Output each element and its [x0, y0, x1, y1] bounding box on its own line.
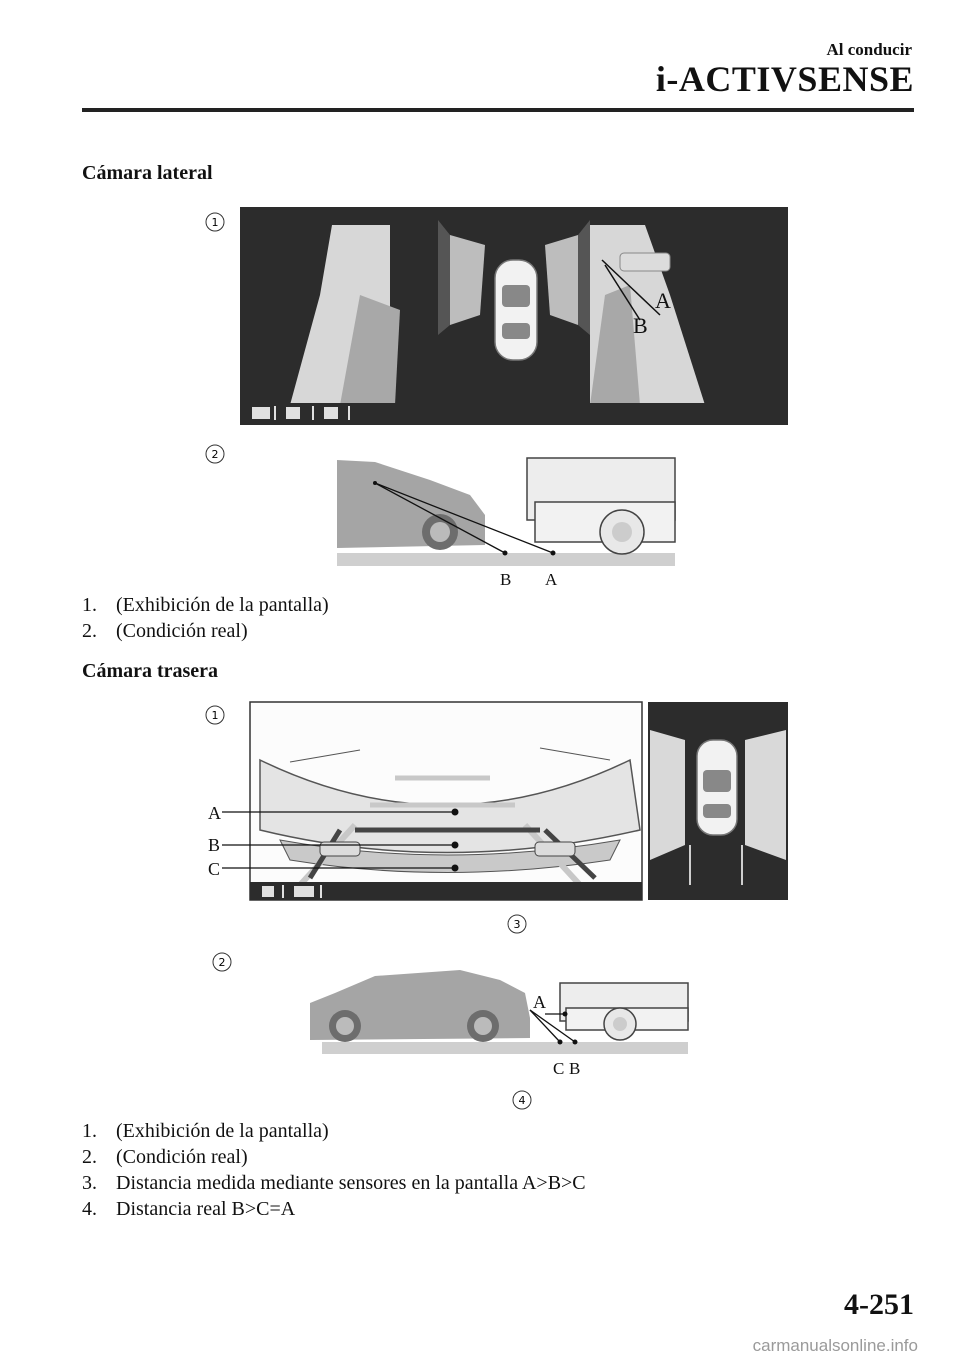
marker-2-icon [213, 953, 231, 971]
rear-camera-heading: Cámara trasera [82, 660, 219, 682]
header-rule [82, 108, 914, 112]
rear-marker-2-label: 2 [218, 956, 226, 969]
rear-marker-4-label: 4 [518, 1094, 526, 1107]
side-display-label-b: B [633, 313, 648, 338]
list-item: 2. (Condición real) [82, 620, 248, 642]
list-item: 2. (Condición real) [82, 1146, 248, 1168]
page-number: 4-251 [844, 1288, 914, 1321]
marker-3-icon [508, 915, 526, 933]
list-item: 4. Distancia real B>C=A [82, 1198, 296, 1220]
side-camera-legend [82, 592, 329, 644]
marker-1-icon [206, 706, 224, 724]
rear-marker-3-label: 3 [513, 918, 521, 931]
marker-1-icon [206, 213, 224, 231]
rear-marker-1-label: 1 [211, 709, 219, 722]
marker-4-icon [513, 1091, 531, 1109]
marker-2-label: 2 [211, 448, 219, 461]
side-display-label-a: A [655, 288, 671, 313]
header-title: i-ACTIVSENSE [655, 59, 914, 99]
rear-camera-display-figure [200, 700, 795, 945]
header-section: Al conducir [826, 40, 912, 59]
rear-camera-legend [82, 1118, 586, 1222]
watermark: carmanualsonline.info [752, 1336, 918, 1355]
rear-display-label-c: C [208, 859, 221, 879]
side-camera-display-figure [200, 205, 790, 427]
side-camera-heading: Cámara lateral [82, 162, 213, 184]
side-real-label-a: A [545, 570, 558, 589]
rear-display-label-a: A [208, 803, 221, 823]
marker-2-icon [206, 445, 224, 463]
rear-camera-real-figure [200, 948, 700, 1113]
rear-real-label-b: B [569, 1059, 581, 1078]
marker-1-label: 1 [211, 216, 219, 229]
list-item: 3. Distancia medida mediante sensores en la pantalla A>B>C [82, 1172, 586, 1194]
rear-real-label-c: C [553, 1059, 565, 1078]
side-real-label-b: B [500, 570, 512, 589]
list-item: 1. (Exhibición de la pantalla) [82, 594, 329, 616]
rear-real-label-a: A [533, 992, 546, 1012]
rear-display-label-b: B [208, 835, 221, 855]
side-camera-real-figure [200, 440, 680, 590]
list-item: 1. (Exhibición de la pantalla) [82, 1120, 329, 1142]
